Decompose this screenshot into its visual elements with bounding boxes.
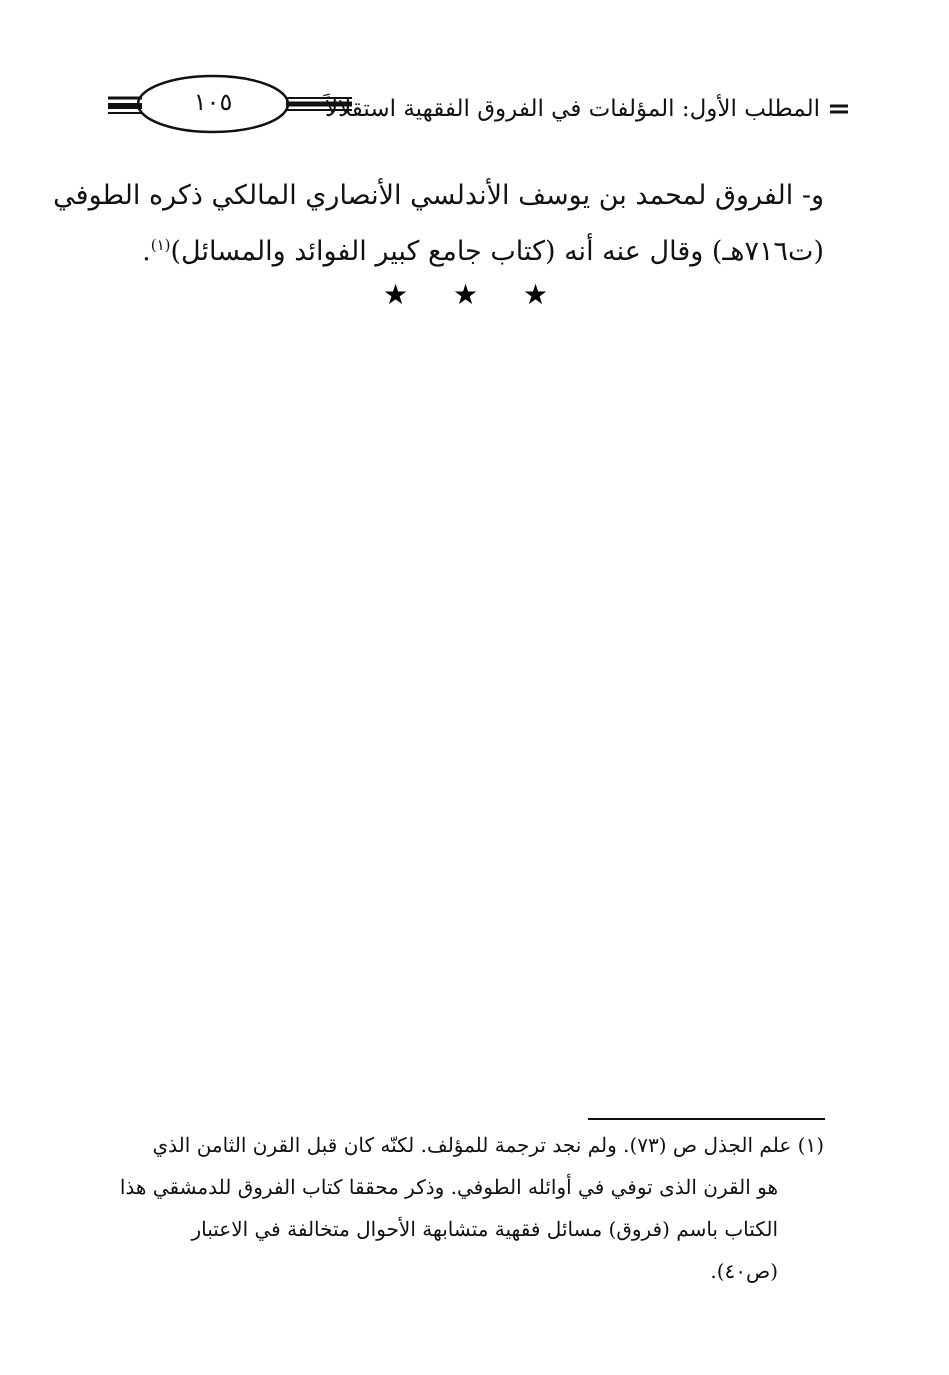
section-divider-stars: ★ ★ ★ — [382, 278, 567, 311]
body-paragraph — [53, 168, 824, 280]
page-number: ١٠٥ — [193, 88, 233, 116]
footnote-line-2: هو القرن الذى توفي في أوائله الطوفي. وذكر محققا كتاب الفروق للدمشقي هذا — [119, 1175, 778, 1199]
body-line-2-end: . — [142, 236, 151, 267]
footnote-separator — [588, 1118, 825, 1120]
body-line-1: و- الفروق لمحمد بن يوسف الأندلسي الأنصاري المالكي ذكره الطوفي — [53, 180, 824, 211]
footnote — [80, 1124, 824, 1292]
running-header — [100, 70, 850, 140]
footnote-line-4: (ص٤٠). — [710, 1259, 778, 1283]
footnote-line-3: الكتاب باسم (فروق) مسائل فقهية متشابهة الأحوال متخالفة في الاعتبار — [191, 1217, 778, 1241]
body-line-2-text: (ت٧١٦هـ) وقال عنه أنه (كتاب جامع كبير الفوائد والمسائل) — [170, 236, 824, 267]
header-title: المطلب الأول: المؤلفات في الفروق الفقهية استقلالاً — [324, 96, 820, 122]
body-line-2 — [80, 224, 824, 280]
footnote-reference: (١) — [150, 236, 171, 254]
footnote-line-1: (١) علم الجذل ص (٧٣). ولم نجد ترجمة للمؤلف. لكنّه كان قبل القرن الثامن الذي — [152, 1133, 824, 1157]
